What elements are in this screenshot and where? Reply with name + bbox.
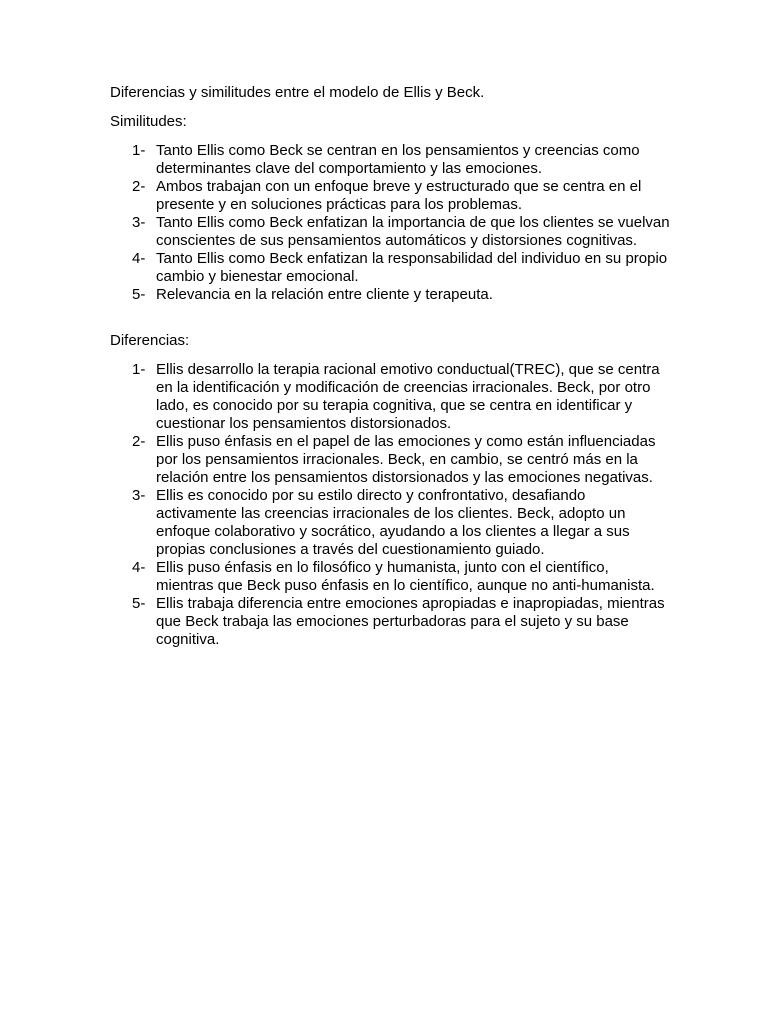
similarities-list (110, 142, 670, 304)
list-item-text: Tanto Ellis como Beck enfatizan la responsabilidad del individuo en su propio cambio y bienestar emocional. (156, 250, 668, 285)
list-item-number: 1- (132, 142, 146, 159)
list-item-number: 4- (132, 559, 146, 576)
list-item (110, 361, 670, 433)
list-item-number: 3- (132, 487, 146, 504)
list-item-number: 4- (132, 250, 146, 267)
list-item-text: Ambos trabajan con un enfoque breve y estructurado que se centra en el presente y en soluciones prácticas para los problemas. (156, 178, 642, 213)
document-page (110, 84, 670, 649)
list-item-text: Ellis es conocido por su estilo directo y confrontativo, desafiando activamente las creencias irracionales de los clientes. Beck, adopto un enfoque colaborativo y socrático, ayudando a los clientes a llegar a sus propias conclusiones a través del cuestionamiento guiado. (156, 487, 630, 558)
list-item (110, 595, 670, 649)
list-item-number: 1- (132, 361, 146, 378)
list-item-text: Ellis trabaja diferencia entre emociones apropiadas e inapropiadas, mientras que Beck trabaja las emociones perturbadoras para el sujeto y su base cognitiva. (156, 595, 665, 648)
list-item (110, 559, 670, 595)
list-item-text: Relevancia en la relación entre cliente y terapeuta. (156, 286, 493, 303)
list-item-text: Tanto Ellis como Beck se centran en los pensamientos y creencias como determinantes clave del comportamiento y las emociones. (156, 142, 640, 177)
list-item (110, 433, 670, 487)
list-item-number: 2- (132, 178, 146, 195)
list-item-text: Ellis desarrollo la terapia racional emotivo conductual(TREC), que se centra en la identificación y modificación de creencias irracionales. Beck, por otro lado, es conocido por su terapia cognitiva, que se centra en identificar y cuestionar los pensamientos distorsionados. (156, 361, 660, 432)
list-item-number: 3- (132, 214, 146, 231)
section-spacer (110, 304, 670, 332)
list-item-number: 5- (132, 286, 146, 303)
list-item (110, 214, 670, 250)
differences-list (110, 361, 670, 649)
document-title: Diferencias y similitudes entre el modelo de Ellis y Beck. (110, 84, 485, 101)
list-item (110, 286, 670, 304)
list-item (110, 487, 670, 559)
list-item-text: Ellis puso énfasis en el papel de las emociones y como están influenciadas por los pensamientos irracionales. Beck, en cambio, se centró más en la relación entre los pensamientos distorsionados y las emociones negativas. (156, 433, 656, 486)
list-item-text: Ellis puso énfasis en lo filosófico y humanista, junto con el científico, mientras que Beck puso énfasis en lo científico, aunque no anti-humanista. (156, 559, 655, 594)
list-item (110, 178, 670, 214)
list-item-text: Tanto Ellis como Beck enfatizan la importancia de que los clientes se vuelvan conscientes de sus pensamientos automáticos y distorsiones cognitivas. (156, 214, 670, 249)
differences-heading: Diferencias: (110, 332, 190, 349)
list-item (110, 250, 670, 286)
similarities-heading: Similitudes: (110, 113, 187, 130)
list-item-number: 5- (132, 595, 146, 612)
list-item (110, 142, 670, 178)
list-item-number: 2- (132, 433, 146, 450)
